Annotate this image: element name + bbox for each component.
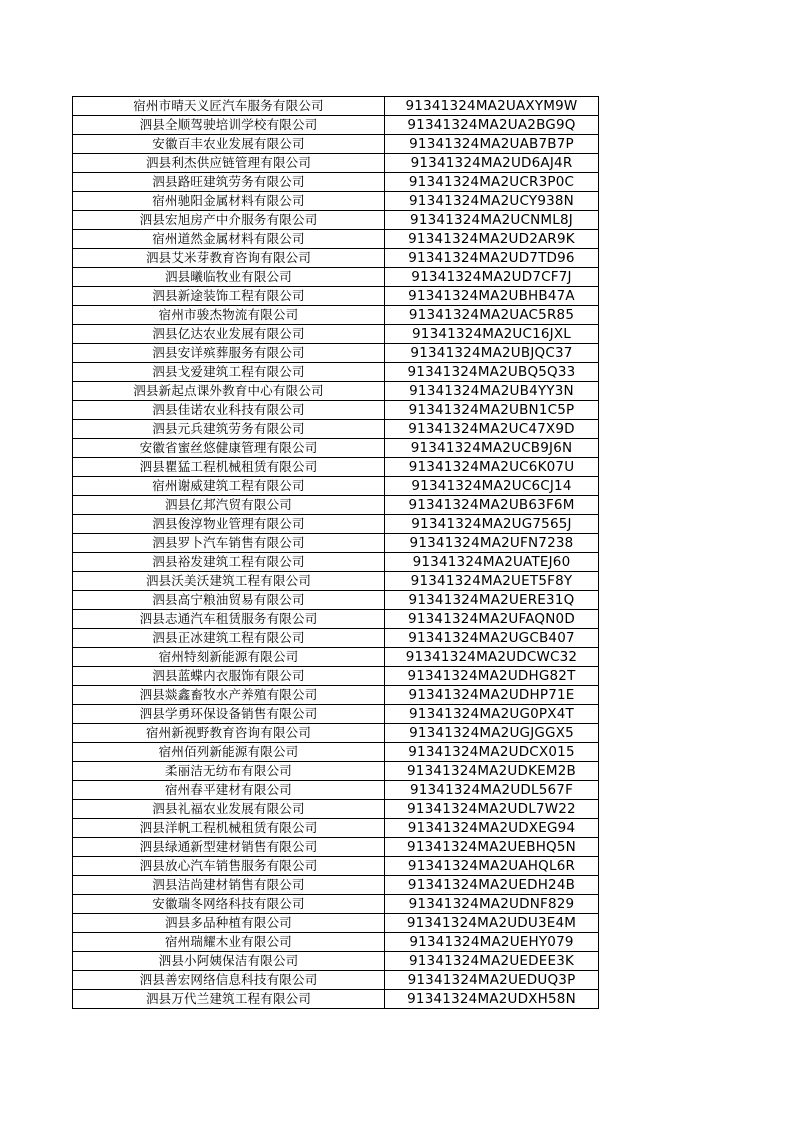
company-name-cell: 泗县佳诺农业科技有限公司 [73, 401, 385, 420]
table-row [73, 800, 599, 819]
table-row [73, 952, 599, 971]
credit-code-cell: 91341324MA2UD7TD96 [385, 249, 599, 268]
company-name-cell: 泗县绿通新型建材销售有限公司 [73, 838, 385, 857]
table-row [73, 439, 599, 458]
credit-code-cell: 91341324MA2UAHQL6R [385, 857, 599, 876]
company-name-cell: 泗县善宏网络信息科技有限公司 [73, 971, 385, 990]
company-name-cell: 泗县新起点课外教育中心有限公司 [73, 382, 385, 401]
company-name-cell: 泗县新途装饰工程有限公司 [73, 287, 385, 306]
table-row [73, 534, 599, 553]
credit-code-cell: 91341324MA2UDU3E4M [385, 914, 599, 933]
table-row [73, 724, 599, 743]
credit-code-cell: 91341324MA2UDNF829 [385, 895, 599, 914]
company-name-cell: 泗县戈爱建筑工程有限公司 [73, 363, 385, 382]
table-row [73, 135, 599, 154]
credit-code-cell: 91341324MA2UDKEM2B [385, 762, 599, 781]
company-name-cell: 泗县亿邦汽贸有限公司 [73, 496, 385, 515]
table-row [73, 230, 599, 249]
credit-code-cell: 91341324MA2UDHP71E [385, 686, 599, 705]
credit-code-cell: 91341324MA2UDL567F [385, 781, 599, 800]
company-name-cell: 柔丽洁无纺布有限公司 [73, 762, 385, 781]
table-row [73, 990, 599, 1009]
table-row [73, 705, 599, 724]
company-name-cell: 泗县正冰建筑工程有限公司 [73, 629, 385, 648]
credit-code-cell: 91341324MA2UG7565J [385, 515, 599, 534]
company-name-cell: 安徽百丰农业发展有限公司 [73, 135, 385, 154]
table-row [73, 211, 599, 230]
table-row [73, 553, 599, 572]
table-row [73, 933, 599, 952]
credit-code-cell: 91341324MA2UGCB407 [385, 629, 599, 648]
company-name-cell: 泗县宏旭房产中介服务有限公司 [73, 211, 385, 230]
credit-code-cell: 91341324MA2UEDUQ3P [385, 971, 599, 990]
table-row [73, 173, 599, 192]
credit-code-cell: 91341324MA2UDHG82T [385, 667, 599, 686]
credit-code-cell: 91341324MA2UAB7B7P [385, 135, 599, 154]
table-row [73, 781, 599, 800]
company-name-cell: 泗县燚鑫畜牧水产养殖有限公司 [73, 686, 385, 705]
table-row [73, 477, 599, 496]
company-name-cell: 宿州谢威建筑工程有限公司 [73, 477, 385, 496]
credit-code-cell: 91341324MA2UBJQC37 [385, 344, 599, 363]
company-name-cell: 泗县安详殡葬服务有限公司 [73, 344, 385, 363]
company-name-cell: 宿州春平建材有限公司 [73, 781, 385, 800]
credit-code-cell: 91341324MA2UC6K07U [385, 458, 599, 477]
company-name-cell: 泗县多品种植有限公司 [73, 914, 385, 933]
company-name-cell: 泗县瞿猛工程机械租赁有限公司 [73, 458, 385, 477]
table-row [73, 895, 599, 914]
credit-code-cell: 91341324MA2UC6CJ14 [385, 477, 599, 496]
table-row [73, 306, 599, 325]
credit-code-cell: 91341324MA2UB63F6M [385, 496, 599, 515]
company-name-cell: 泗县亿达农业发展有限公司 [73, 325, 385, 344]
company-name-cell: 泗县利杰供应链管理有限公司 [73, 154, 385, 173]
table-row [73, 762, 599, 781]
credit-code-cell: 91341324MA2UA2BG9Q [385, 116, 599, 135]
credit-code-cell: 91341324MA2UDXH58N [385, 990, 599, 1009]
table-row [73, 629, 599, 648]
table-row [73, 971, 599, 990]
company-name-cell: 泗县蓝蝶内衣服饰有限公司 [73, 667, 385, 686]
company-name-cell: 宿州市骏杰物流有限公司 [73, 306, 385, 325]
credit-code-cell: 91341324MA2UBQ5Q33 [385, 363, 599, 382]
table-row [73, 743, 599, 762]
company-name-cell: 安徽瑞冬网络科技有限公司 [73, 895, 385, 914]
company-name-cell: 泗县元兵建筑劳务有限公司 [73, 420, 385, 439]
table-row [73, 116, 599, 135]
table-body [73, 97, 599, 1009]
table-row [73, 287, 599, 306]
credit-code-cell: 91341324MA2UG0PX4T [385, 705, 599, 724]
table-row [73, 249, 599, 268]
credit-code-cell: 91341324MA2UFN7238 [385, 534, 599, 553]
credit-code-cell: 91341324MA2UCNML8J [385, 211, 599, 230]
company-name-cell: 宿州市晴天义匠汽车服务有限公司 [73, 97, 385, 116]
credit-code-cell: 91341324MA2UEDH24B [385, 876, 599, 895]
table-row [73, 648, 599, 667]
table-row [73, 458, 599, 477]
company-name-cell: 宿州瑞耀木业有限公司 [73, 933, 385, 952]
company-name-cell: 泗县万代兰建筑工程有限公司 [73, 990, 385, 1009]
table-row [73, 686, 599, 705]
credit-code-cell: 91341324MA2UD6AJ4R [385, 154, 599, 173]
company-name-cell: 泗县罗卜汽车销售有限公司 [73, 534, 385, 553]
credit-code-cell: 91341324MA2UDXEG94 [385, 819, 599, 838]
company-name-cell: 泗县洋帆工程机械租赁有限公司 [73, 819, 385, 838]
credit-code-cell: 91341324MA2UAXYM9W [385, 97, 599, 116]
credit-code-cell: 91341324MA2UCB9J6N [385, 439, 599, 458]
company-name-cell: 宿州特刻新能源有限公司 [73, 648, 385, 667]
table-row [73, 363, 599, 382]
company-name-cell: 泗县路旺建筑劳务有限公司 [73, 173, 385, 192]
table-row [73, 515, 599, 534]
table-row [73, 572, 599, 591]
company-name-cell: 泗县曦临牧业有限公司 [73, 268, 385, 287]
credit-code-cell: 91341324MA2UDCWC32 [385, 648, 599, 667]
credit-code-cell: 91341324MA2UET5F8Y [385, 572, 599, 591]
credit-code-cell: 91341324MA2UATEJ60 [385, 553, 599, 572]
company-name-cell: 泗县学勇环保设备销售有限公司 [73, 705, 385, 724]
company-name-cell: 泗县高宁粮油贸易有限公司 [73, 591, 385, 610]
company-name-cell: 宿州佰列新能源有限公司 [73, 743, 385, 762]
credit-code-cell: 91341324MA2UDCX015 [385, 743, 599, 762]
table-row [73, 154, 599, 173]
table-row [73, 420, 599, 439]
table-row [73, 667, 599, 686]
credit-code-cell: 91341324MA2UB4YY3N [385, 382, 599, 401]
credit-code-cell: 91341324MA2UEDEE3K [385, 952, 599, 971]
credit-code-cell: 91341324MA2UEHY079 [385, 933, 599, 952]
company-name-cell: 泗县俊淳物业管理有限公司 [73, 515, 385, 534]
company-name-cell: 泗县小阿姨保洁有限公司 [73, 952, 385, 971]
credit-code-cell: 91341324MA2UD2AR9K [385, 230, 599, 249]
table-row [73, 325, 599, 344]
credit-code-cell: 91341324MA2UD7CF7J [385, 268, 599, 287]
company-name-cell: 泗县沃美沃建筑工程有限公司 [73, 572, 385, 591]
credit-code-cell: 91341324MA2UGJGGX5 [385, 724, 599, 743]
company-name-cell: 泗县志通汽车租赁服务有限公司 [73, 610, 385, 629]
table-row [73, 838, 599, 857]
credit-code-cell: 91341324MA2UEBHQ5N [385, 838, 599, 857]
table-row [73, 591, 599, 610]
table-row [73, 876, 599, 895]
table-row [73, 192, 599, 211]
table-row [73, 857, 599, 876]
table-row [73, 382, 599, 401]
table-row [73, 819, 599, 838]
company-name-cell: 宿州驰阳金属材料有限公司 [73, 192, 385, 211]
company-registry-table [72, 96, 599, 1009]
company-name-cell: 泗县艾米芽教育咨询有限公司 [73, 249, 385, 268]
table-row [73, 610, 599, 629]
credit-code-cell: 91341324MA2UCR3P0C [385, 173, 599, 192]
company-name-cell: 泗县洁尚建材销售有限公司 [73, 876, 385, 895]
company-name-cell: 泗县全顺驾驶培训学校有限公司 [73, 116, 385, 135]
company-name-cell: 泗县裕发建筑工程有限公司 [73, 553, 385, 572]
credit-code-cell: 91341324MA2UERE31Q [385, 591, 599, 610]
company-name-cell: 宿州新视野教育咨询有限公司 [73, 724, 385, 743]
credit-code-cell: 91341324MA2UBN1C5P [385, 401, 599, 420]
credit-code-cell: 91341324MA2UC16JXL [385, 325, 599, 344]
credit-code-cell: 91341324MA2UC47X9D [385, 420, 599, 439]
credit-code-cell: 91341324MA2UFAQN0D [385, 610, 599, 629]
table-row [73, 496, 599, 515]
credit-code-cell: 91341324MA2UDL7W22 [385, 800, 599, 819]
table-row [73, 344, 599, 363]
company-name-cell: 泗县放心汽车销售服务有限公司 [73, 857, 385, 876]
table-row [73, 97, 599, 116]
table-row [73, 268, 599, 287]
credit-code-cell: 91341324MA2UAC5R85 [385, 306, 599, 325]
credit-code-cell: 91341324MA2UCY938N [385, 192, 599, 211]
table-row [73, 401, 599, 420]
company-name-cell: 安徽省蜜丝悠健康管理有限公司 [73, 439, 385, 458]
credit-code-cell: 91341324MA2UBHB47A [385, 287, 599, 306]
company-name-cell: 宿州道然金属材料有限公司 [73, 230, 385, 249]
table-row [73, 914, 599, 933]
company-name-cell: 泗县礼福农业发展有限公司 [73, 800, 385, 819]
